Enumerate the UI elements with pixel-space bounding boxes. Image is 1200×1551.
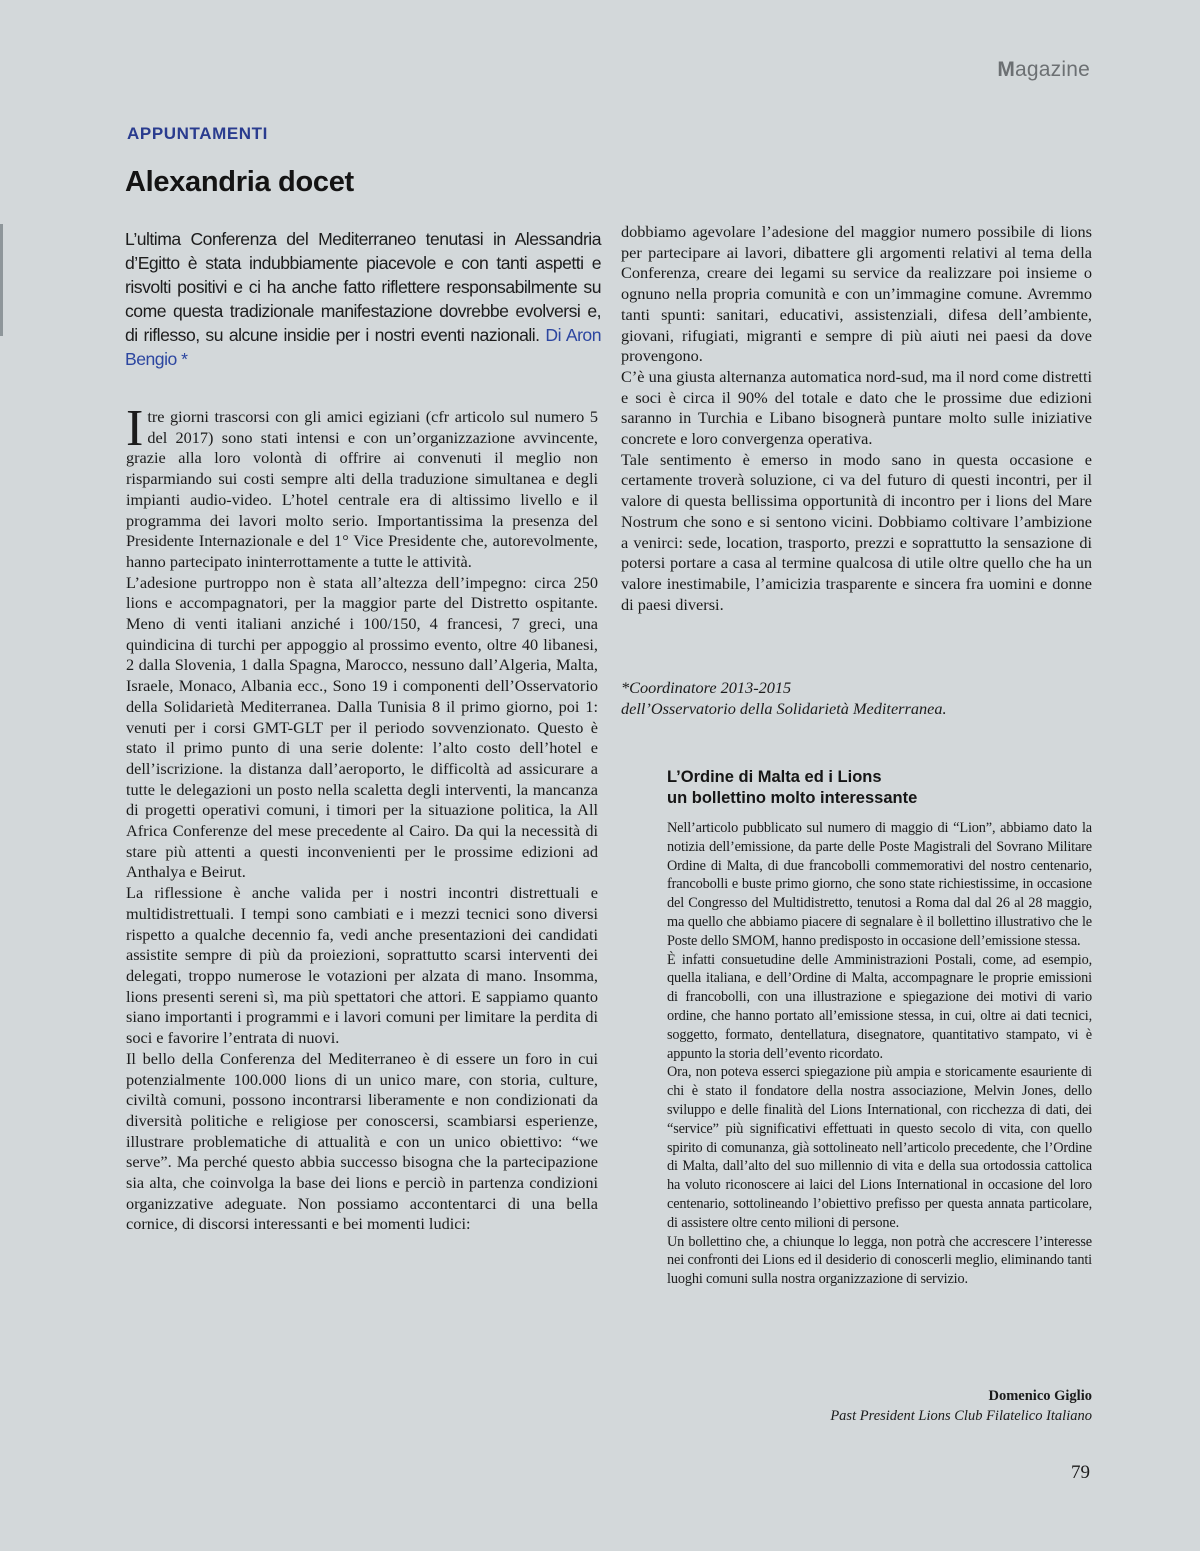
body-paragraph-3: La riflessione è anche valida per i nostri incontri distrettuali e multidistrettuali. I tempi sono cambiati e i mezzi tecnici sono diversi rispetto a qualche decennio fa, vedi anche presentazioni dei candidati assistite sempre di più da proiezioni, soprattutto scarsi interventi dei delegati, troppo numerose le votazioni per alzata di mano. Insomma, lions presenti sereni sì, ma più spettatori che attori. E sappiamo quanto siano importanti i programmi e i lavori comuni per limitare la perdita di soci e favorire l’entrata di nuovi. <box>126 883 598 1048</box>
article-lead <box>125 228 601 371</box>
signature-role: Past President Lions Club Filatelico Italiano <box>830 1407 1092 1424</box>
box-title-line-1: L’Ordine di Malta ed i Lions <box>667 768 882 786</box>
page-edge-mark <box>0 224 3 336</box>
section-label: APPUNTAMENTI <box>127 124 268 143</box>
page-number: 79 <box>1071 1462 1090 1483</box>
box-paragraph-2: È infatti consuetudine delle Amministrazioni Postali, come, ad esempio, quella italiana, e dell’Ordine di Malta, accompagnare le proprie emissioni di francobolli, con una illustrazione e spiegazione dei motivi di vario ordine, che hanno portato all’emissione stessa, in cui, oltre ai dati tecnici, soggetto, formato, dentellatura, disegnatore, quantitativo stampato, vi è appunto la storia dell’evento ricordato. <box>667 951 1092 1062</box>
sidebar-box-body <box>667 819 1092 1289</box>
body-column-left <box>126 400 598 1235</box>
body-paragraph-5: dobbiamo agevolare l’adesione del maggior numero possibile di lions per partecipare ai lavori, dibattere gli argomenti relativi al tema della Conferenza, creare dei legami su service da realizzare poi insieme o ognuno nella propria comunità e con un’immagine comune. Avremmo tanti spunti: sanitari, educativi, assistenziali, difesa dell’ambiente, giovani, rifugiati, migranti e sempre di più aiuti nei paesi da dove provengono. <box>621 222 1092 366</box>
body-paragraph-1 <box>126 400 598 573</box>
lead-text: L’ultima Conferenza del Mediterraneo tenutasi in Alessandria d’Egitto è stata indubbiamente piacevole e con tanti aspetti e risvolti positivi e ci ha anche fatto riflettere responsabilmente su come questa tradizionale manifestazione dovrebbe evolversi e, di riflesso, su alcune insidie per i nostri eventi nazionali. <box>125 229 601 345</box>
body-column-right <box>621 222 1092 615</box>
box-paragraph-4: Un bollettino che, a chiunque lo legga, non potrà che accrescere l’interesse nei confronti dei Lions ed il desiderio di conoscerli meglio, eliminando tanti luoghi comuni sulla nostra organizzazione di servizio. <box>667 1233 1092 1288</box>
body-paragraph-7: Tale sentimento è emerso in modo sano in questa occasione e certamente troverà soluzione, ci va del futuro di questi incontri, per il valore di questa bellissima opportunità di incontro per i lions del Mare Nostrum che sono e si sentono vicini. Dobbiamo coltivare l’ambizione a venirci: sede, location, trasporto, prezzi e soprattutto la sensazione di potersi portare a casa al termine qualcosa di utile oltre quello che ha un valore inestimabile, l’amicizia trasparente e sincera fra uomini e donne di paesi diversi. <box>621 449 1092 614</box>
body-paragraph-6: C’è una giusta alternanza automatica nord-sud, ma il nord come distretti e soci è circa il 90% del totale e dato che le prossime due edizioni saranno in Turchia e Libano bisognerà puntare molto sulle iniziative concrete e loro convergenza operativa. <box>621 366 1092 449</box>
box-title-line-2: un bollettino molto interessante <box>667 789 918 807</box>
author-footnote <box>621 677 1101 719</box>
lead-author: Di Aron Bengio * <box>125 324 601 369</box>
article-headline: Alexandria docet <box>125 166 354 198</box>
body-paragraph-2: L’adesione purtroppo non è stata all’altezza dell’impegno: circa 250 lions e accompagnatori, per la maggior parte del Distretto ospitante. Meno di venti italiani anziché i 100/150, 4 francesi, 7 greci, una quindicina di turchi per appoggio al prossimo evento, oltre 40 libanesi, 2 dalla Slovenia, 1 dalla Spagna, Marocco, nessuno dall’Algeria, Malta, Israele, Monaco, Albania ecc., Sono 19 i componenti dell’Osservatorio della Solidarietà Mediterranea. Dalla Tunisia 8 il primo giorno, poi 1: venuti per i corsi GMT-GLT per il periodo sovvenzionato. Questo è stato il primo punto di una serie dolente: l’alto costo dell’hotel e dell’iscrizione. la distanza dall’aeroporto, le difficoltà ad assicurare a tutte le delegazioni un posto nella scaletta degli interventi, la mancanza di progetti operativi comuni, i timori per la situazione politica, la All Africa Conferenze del mese precedente al Cairo. Da qui la necessità di stare più attenti a questi inconvenienti per le prossime edizioni ad Anthalya e Beirut. <box>126 572 598 882</box>
sidebar-box-title <box>667 767 917 809</box>
magazine-label <box>997 58 1090 82</box>
box-signature <box>830 1387 1092 1426</box>
magazine-label-rest: agazine <box>1015 58 1090 81</box>
signature-name: Domenico Giglio <box>988 1388 1092 1404</box>
drop-cap: I <box>126 400 144 457</box>
box-paragraph-1: Nell’articolo pubblicato sul numero di maggio di “Lion”, abbiamo dato la notizia dell’emissione, da parte delle Poste Magistrali del Sovrano Militare Ordine di Malta, di due francobolli commemorativi del nostro centenario, francobolli e buste primo giorno, che sono state richiestissime, in occasione del Congresso del Multidistretto, tenutosi a Roma dal dal 26 al 28 maggio, ma quello che abbiamo piacere di segnalare è il bollettino illustrativo che le Poste dello SMOM, hanno predisposto in occasione dell’emissione stessa. <box>667 820 1092 949</box>
footnote-line-2: dell’Osservatorio della Solidarietà Mediterranea. <box>621 699 947 718</box>
body-paragraph-1-text: tre giorni trascorsi con gli amici egiziani (cfr articolo sul numero 5 del 2017) sono stati intensi e con un’organizzazione avvincente, grazie alla loro volontà di offrire ai convenuti il meglio non risparmiando sui costi sempre alti della traduzione simultanea e degli impianti audio-video. L’hotel centrale era di altissimo livello e il programma dei lavori molto serio. Importantissima la presenza del Presidente Internazionale e del 1° Vice Presidente che, autorevolmente, hanno partecipato ininterrottamente a tutte le attività. <box>126 407 598 571</box>
footnote-line-1: *Coordinatore 2013-2015 <box>621 678 792 697</box>
body-paragraph-4: Il bello della Conferenza del Mediterraneo è di essere un foro in cui potenzialmente 100.000 lions di un unico mare, con storia, culture, civiltà comuni, possono incontrarsi liberamente e non condizionati da diversità politiche e religiose per conoscersi, scambiarsi esperienze, illustrare problematiche di attualità e con un unico obiettivo: “we serve”. Ma perché questo abbia successo bisogna che la partecipazione sia alta, che coinvolga la base dei lions e perciò in partenza condizioni organizzative adeguate. Non possiamo accontentarci di una bella cornice, di discorsi interessanti e bei momenti ludici: <box>126 1048 598 1234</box>
box-paragraph-3: Ora, non poteva esserci spiegazione più ampia e storicamente esauriente di chi è stato il fondatore della nostra associazione, Melvin Jones, dello sviluppo e delle finalità del Lions International, con ricchezza di dati, dei “service” più significativi effettuati in questo secolo di vita, con quello spirito di comunanza, già sottolineato nell’articolo precedente, che l’Ordine di Malta, dall’alto del suo millennio di vita e della sua ortodossia cattolica ha voluto riconoscere ai laici del Lions International in occasione del loro centenario, sottolineando l’obiettivo prefisso per questa annata particolare, di assistere oltre cento milioni di persone. <box>667 1064 1092 1231</box>
magazine-label-initial: M <box>997 58 1016 81</box>
